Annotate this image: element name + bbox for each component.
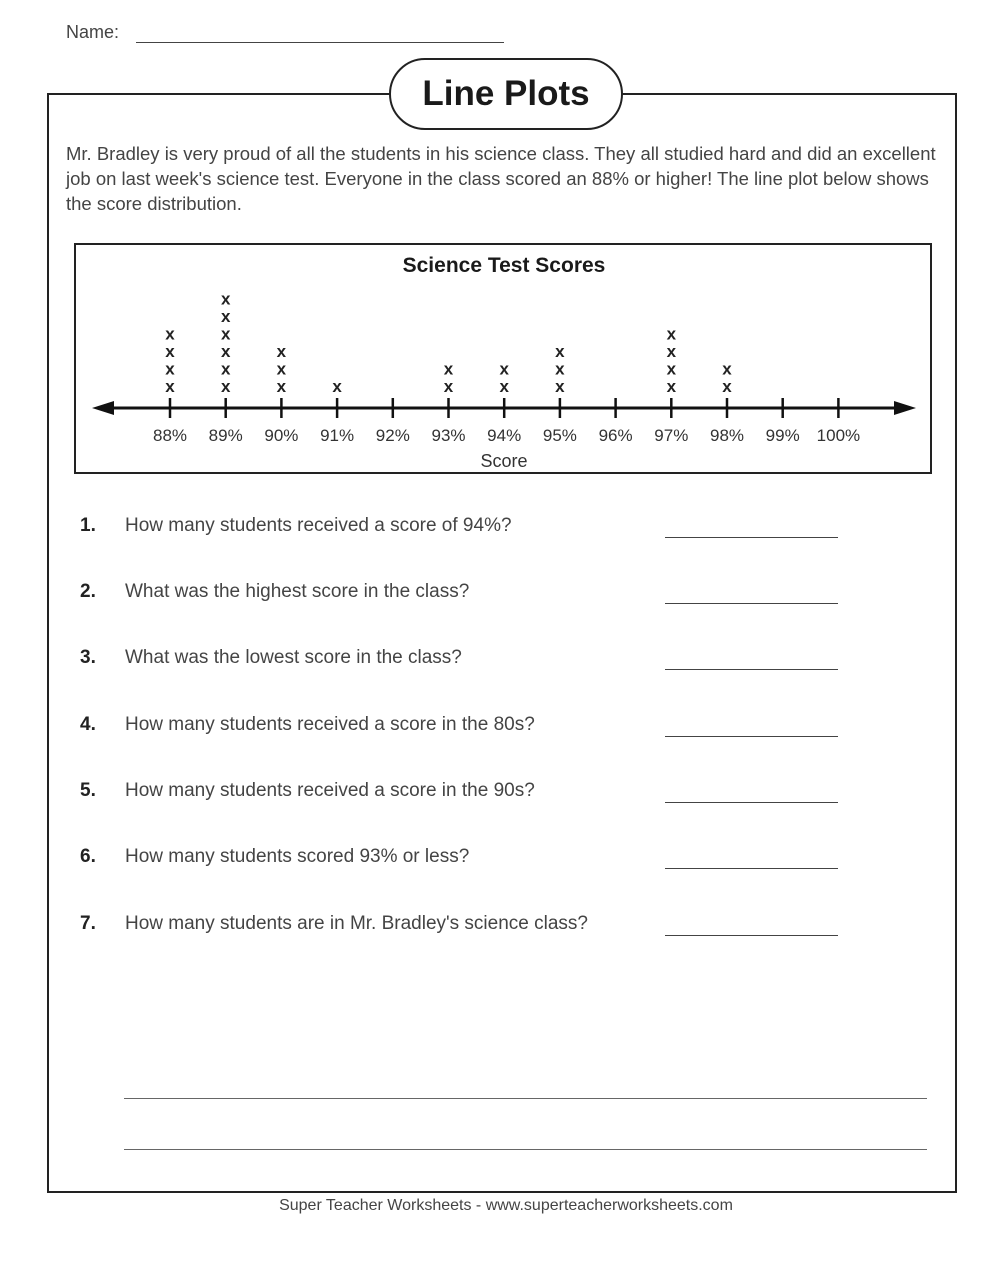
- chart-x-label: Score: [480, 451, 528, 471]
- data-point-x-mark: x: [666, 359, 677, 379]
- data-point-x-mark: x: [276, 377, 287, 396]
- question-text: How many students scored 93% or less?: [125, 846, 470, 867]
- data-point-x-mark: x: [276, 342, 287, 361]
- question-number: 5.: [80, 780, 96, 801]
- data-point-x-mark: x: [165, 324, 175, 344]
- name-label: Name:: [66, 22, 120, 42]
- tick-label: 92%: [375, 426, 410, 445]
- tick-label: 89%: [208, 426, 243, 445]
- data-point-x-mark: x: [555, 359, 565, 379]
- data-point-x-mark: x: [165, 342, 175, 361]
- tick-label: 88%: [152, 426, 188, 445]
- tick-label: 93%: [431, 426, 466, 445]
- tick-label: 100%: [816, 426, 861, 445]
- writing-line[interactable]: [124, 1149, 927, 1150]
- question-number: 4.: [80, 714, 96, 735]
- answer-line[interactable]: [665, 868, 838, 869]
- data-point-x-mark: x: [555, 342, 565, 361]
- question-item: [80, 647, 960, 677]
- data-point-x-mark: x: [220, 377, 231, 396]
- data-point-x-mark: x: [276, 359, 287, 379]
- data-point-x-mark: x: [666, 324, 677, 344]
- answer-line[interactable]: [665, 603, 838, 604]
- data-point-x-mark: x: [722, 359, 732, 379]
- question-number: 7.: [80, 913, 96, 934]
- name-input-line[interactable]: [136, 42, 504, 43]
- data-point-x-mark: x: [666, 342, 677, 361]
- data-point-x-mark: x: [555, 377, 565, 396]
- question-text: How many students received a score of 94%?: [125, 515, 512, 536]
- question-number: 3.: [80, 647, 96, 668]
- tick-label: 90%: [264, 426, 299, 445]
- tick-label: 98%: [709, 426, 745, 445]
- question-number: 6.: [80, 846, 96, 867]
- data-point-x-mark: x: [220, 342, 231, 361]
- data-point-x-mark: x: [220, 359, 231, 379]
- number-line-right-arrow: [894, 401, 916, 415]
- question-text: What was the highest score in the class?: [125, 581, 470, 602]
- tick-label: 96%: [598, 426, 633, 445]
- answer-line[interactable]: [665, 736, 838, 737]
- question-text: How many students are in Mr. Bradley's science class?: [125, 913, 588, 934]
- data-point-x-mark: x: [332, 377, 342, 396]
- answer-line[interactable]: [665, 669, 838, 670]
- question-item: [80, 846, 960, 876]
- tick-label: 94%: [487, 426, 522, 445]
- writing-line[interactable]: [124, 1098, 927, 1099]
- page-title: Line Plots: [389, 58, 623, 130]
- chart-title: Science Test Scores: [402, 254, 606, 277]
- data-point-x-mark: x: [722, 377, 732, 396]
- answer-line[interactable]: [665, 537, 838, 538]
- data-point-x-mark: x: [165, 359, 175, 379]
- line-plot-svg: [76, 245, 930, 472]
- question-text: How many students received a score in the 80s?: [125, 714, 535, 735]
- number-line-left-arrow: [92, 401, 114, 415]
- footer-credit: Super Teacher Worksheets - www.superteacherworksheets.com: [279, 1197, 733, 1214]
- question-item: [80, 780, 960, 810]
- data-point-x-mark: x: [443, 359, 454, 379]
- data-point-x-mark: x: [220, 289, 231, 309]
- question-number: 2.: [80, 581, 96, 602]
- question-number: 1.: [80, 515, 96, 536]
- data-point-x-mark: x: [499, 377, 509, 396]
- intro-paragraph: Mr. Bradley is very proud of all the students in his science class. They all studied hard and did an excellent job on last week's science test. Everyone in the class scored an 88% or higher! The line plot below shows the score distribution.: [66, 143, 936, 214]
- data-point-x-mark: x: [165, 377, 175, 396]
- question-item: [80, 714, 960, 744]
- tick-label: 99%: [765, 426, 800, 445]
- tick-label: 97%: [654, 426, 689, 445]
- question-text: What was the lowest score in the class?: [125, 647, 462, 668]
- question-item: [80, 581, 960, 611]
- data-point-x-mark: x: [220, 324, 231, 344]
- question-item: [80, 515, 960, 545]
- answer-line[interactable]: [665, 935, 838, 936]
- answer-line[interactable]: [665, 802, 838, 803]
- data-point-x-mark: x: [443, 377, 454, 396]
- question-text: How many students received a score in the 90s?: [125, 780, 535, 801]
- data-point-x-mark: x: [666, 377, 677, 396]
- data-point-x-mark: x: [499, 359, 509, 379]
- tick-label: 91%: [320, 426, 355, 445]
- question-item: [80, 913, 960, 943]
- data-point-x-mark: x: [220, 307, 231, 326]
- tick-label: 95%: [542, 426, 577, 445]
- line-plot-chart: [74, 243, 932, 474]
